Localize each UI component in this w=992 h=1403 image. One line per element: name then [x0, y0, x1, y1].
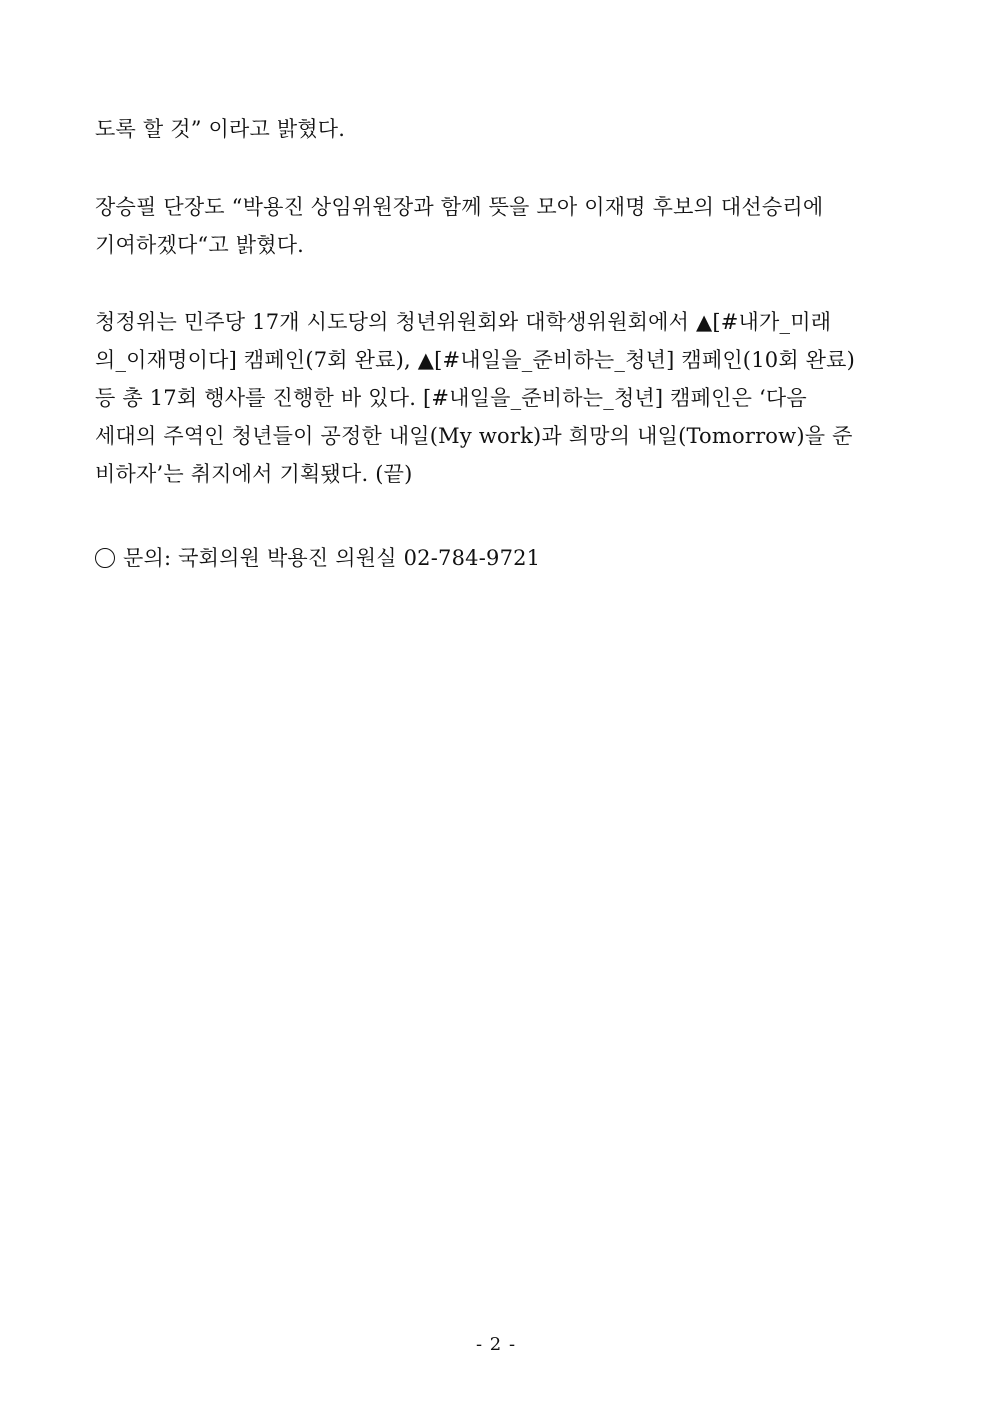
page-number: - 2 - [475, 1334, 517, 1355]
circle-bullet-icon [95, 548, 115, 568]
paragraph-line: 장승필 단장도 “박용진 상임위원장과 함께 뜻을 모아 이재명 후보의 대선승리에 [95, 195, 824, 219]
paragraph-line: 기여하겠다“고 밝혔다. [95, 233, 305, 257]
paragraph-line: 세대의 주역인 청년들이 공정한 내일(My work)과 희망의 내일(Tomorrow)을 준 [95, 424, 853, 448]
contact-text: 문의: 국회의원 박용진 의원실 02-784-9721 [123, 546, 541, 570]
paragraph-line: 도록 할 것” 이라고 밝혔다. [95, 117, 346, 141]
paragraph-line: 등 총 17회 행사를 진행한 바 있다. [#내일을_준비하는_청년] 캠페인은 ‘다음 [95, 386, 807, 410]
contact-line [95, 539, 897, 577]
paragraph-line: 의_이재명이다] 캠페인(7회 완료), ▲[#내일을_준비하는_청년] 캠페인(10회 완료) [95, 348, 856, 372]
paragraph-line: 청정위는 민주당 17개 시도당의 청년위원회와 대학생위원회에서 ▲[#내가_미래 [95, 310, 832, 334]
paragraph-campaign-summary [95, 303, 897, 493]
paragraph-line: 비하자’는 취지에서 기획됐다. (끝) [95, 462, 413, 486]
paragraph-quote-ending [95, 110, 897, 148]
paragraph-jang-statement [95, 188, 897, 264]
